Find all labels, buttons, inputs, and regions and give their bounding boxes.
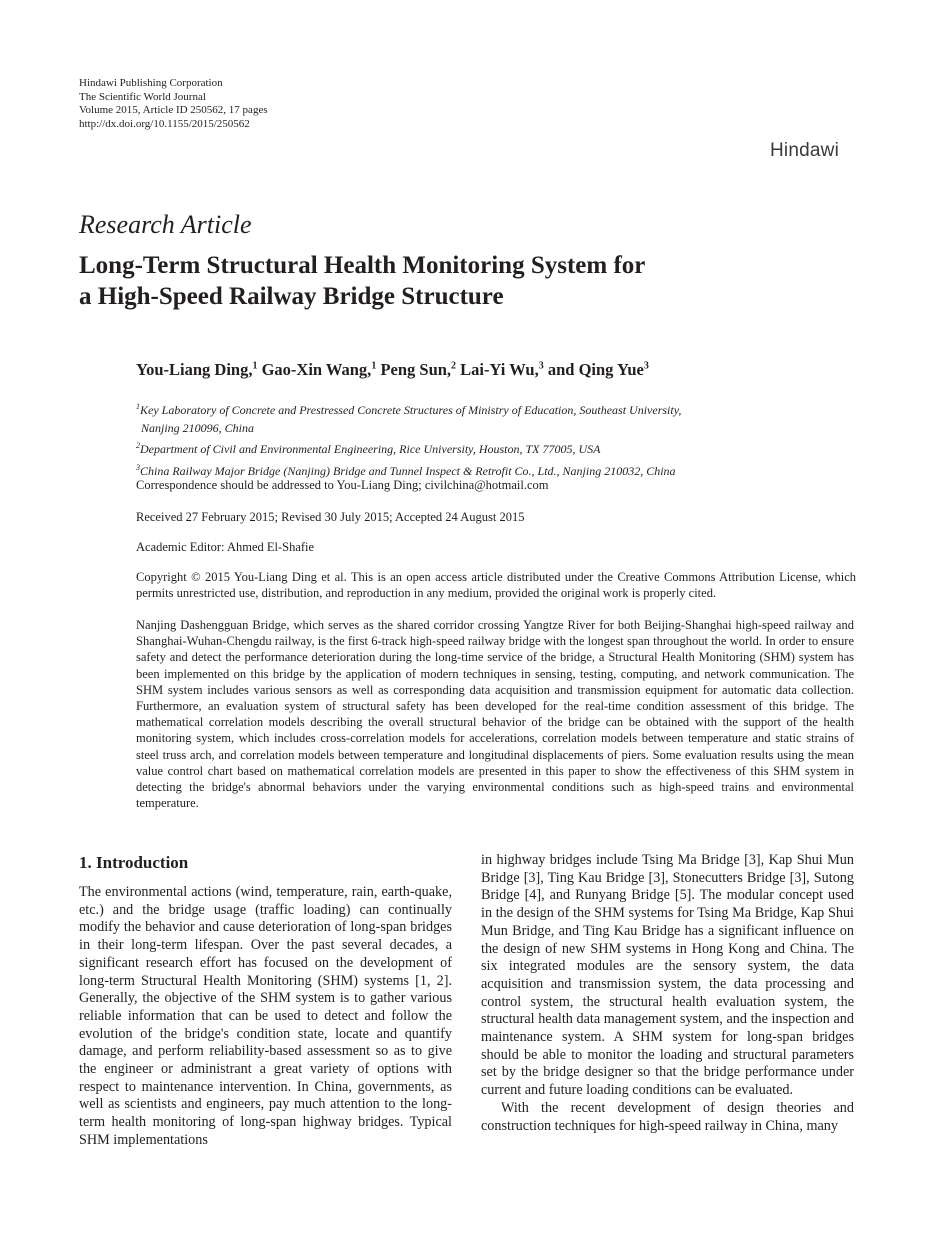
correspondence: Correspondence should be addressed to You-Liang Ding; civilchina@hotmail.com [136,478,549,492]
affiliation-1-cont: Nanjing 210096, China [141,420,255,435]
author-affil-sup: 3 [538,360,544,372]
journal-line: The Scientific World Journal [79,90,206,103]
author-name: Peng Sun, [380,360,452,379]
copyright-notice: Copyright © 2015 You-Liang Ding et al. This is an open access article distributed under the Creative Commons Attribution License, which permits unrestricted use, distribution, and reproduction in any medium, provided the original work is properly cited. [136,570,856,600]
hindawi-logo: Hindawi [770,140,839,161]
affil-number: 3 [136,462,140,472]
author-affil-sup: 1 [252,360,258,372]
abstract: Nanjing Dashengguan Bridge, which serves as the shared corridor crossing Yangtze River for both Beijing-Shanghai high-speed railway and Shanghai-Wuhan-Chengdu railway, is the first 6-track high-speed railway bridge with the longest span throughout the world. In order to ensure safety and detect the performance deterioration during the long-time service of the bridge, a Structural Health Monitoring (SHM) system has been implemented on this bridge by the application of modern techniques in sensing, testing, computing, and network communication. The SHM system includes various sensors as well as corresponding data acquisition and transmission equipment for automatic data collection. Furthermore, an evaluation system of structural safety has been developed for the real-time condition assessment of this bridge. The mathematical correlation models describing the overall structural behavior of the bridge can be obtained with the support of the health monitoring system, which includes cross-correlation models for accelerations, correlation models between temperature and static strains of steel truss arch, and correlation models between temperature and longitudinal displacements of piers. Some evaluation results using the mean value control chart based on mathematical correlation models are presented in this paper to show the effectiveness of this SHM system in detecting the bridge's abnormal behaviors under the varying environmental conditions such as high-speed trains and environmental temperature. [136,618,854,811]
affiliation-3 [136,459,856,481]
academic-editor: Academic Editor: Ahmed El-Shafie [136,540,315,554]
affiliations [136,398,856,480]
article-title [79,250,839,312]
dates: Received 27 February 2015; Revised 30 July 2015; Accepted 24 August 2015 [136,510,525,524]
author-name: You-Liang Ding, [136,360,253,379]
title-line-2: a High-Speed Railway Bridge Structure [79,283,504,310]
author-name: and Qing Yue [547,360,644,379]
volume-line: Volume 2015, Article ID 250562, 17 pages [79,104,268,116]
affil-text: Key Laboratory of Concrete and Prestressed Concrete Structures of Ministry of Education, Southeast University, [140,403,682,417]
left-column [79,852,452,1150]
right-column [481,852,854,1135]
author-affil-sup: 2 [451,360,457,372]
affil-text: Department of Civil and Environmental Engineering, Rice University, Houston, TX 77005, USA [140,442,601,456]
intro-paragraph-2: in highway bridges include Tsing Ma Bridge [3], Kap Shui Mun Bridge [3], Ting Kau Bridge [3], Stonecutters Bridge [3], Sutong Bridge [4], and Runyang Bridge [5]. The modular concept used in the design of the SHM systems for Tsing Ma Bridge, Kap Shui Mun Bridge, and Ting Kau Bridge has a significant influence on the design of new SHM systems in Hong Kong and China. The six integrated modules are the sensory system, the data acquisition and transmission system, the data processing and control system, the structural health evaluation system, the structural health data management system, and the inspection and maintenance system. A SHM system for long-span bridges should be able to monitor the loading and structural parameters set by the bridge designer so that the bridge performance under current and future loading conditions can be evaluated. [481,852,854,1099]
author-affil-sup: 3 [643,360,649,372]
section-heading: 1. Introduction [79,853,189,872]
affil-number: 1 [136,402,140,411]
intro-paragraph-1: The environmental actions (wind, temperature, rain, earth-quake, etc.) and the bridge usage (traffic loading) can continually modify the behavior and cause deterioration of long-span bridges in their long-term lifespan. Over the past several decades, a significant research effort has focused on the development of long-term Structural Health Monitoring (SHM) systems [1, 2]. Generally, the objective of the SHM system is to gather various reliable information that can be used to detect and follow the evolution of the bridge's condition state, locate and quantify damage, and perform reliability-based assessment so as to give the engineer or administrant a great variety of options with respect to maintenance intervention. In China, governments, as well as scientists and engineers, pay much attention to the long-term health monitoring of long-span highway bridges. Typical SHM implementations [79,884,452,1148]
affiliation-2 [136,437,856,459]
author-name: Lai-Yi Wu, [460,360,539,379]
article-type: Research Article [79,210,252,239]
affiliation-1 [136,398,856,420]
title-line-1: Long-Term Structural Health Monitoring System for [79,252,646,279]
affil-text: China Railway Major Bridge (Nanjing) Bridge and Tunnel Inspect & Retrofit Co., Ltd., Nanjing 210032, China [140,463,676,478]
journal-metadata [79,77,268,131]
author-list [136,360,649,380]
author-name: Gao-Xin Wang, [261,360,372,379]
intro-paragraph-3: With the recent development of design theories and construction techniques for high-speed railway in China, many [481,1099,854,1134]
publisher-line: Hindawi Publishing Corporation [79,77,223,89]
doi-link[interactable]: http://dx.doi.org/10.1155/2015/250562 [79,117,250,130]
author-affil-sup: 1 [371,360,377,372]
affil-number: 2 [136,441,140,450]
